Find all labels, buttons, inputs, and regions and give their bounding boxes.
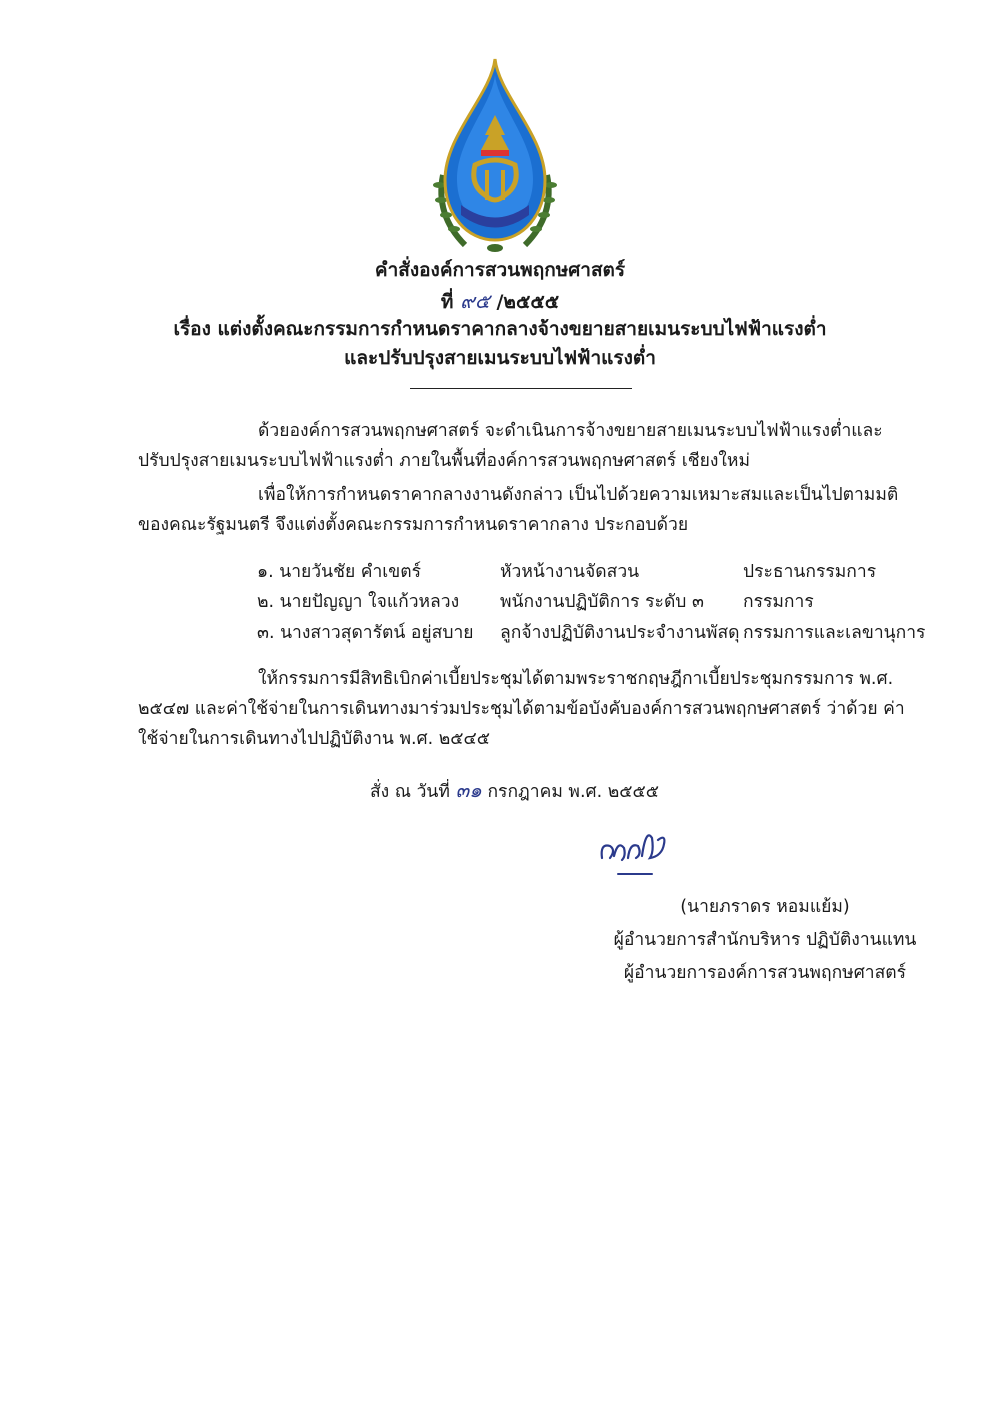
subject-line-1: เรื่อง แต่งตั้งคณะกรรมการกำหนดราคากลางจ้างขยายสายเมนระบบไฟฟ้าแรงต่ำ [173,318,827,340]
order-date [370,774,659,806]
order-number-year: /๒๕๕๕ [496,291,560,313]
paragraph-2-text: เพื่อให้การกำหนดราคากลางงานดังกล่าว เป็นไปด้วยความเหมาะสมและเป็นไปตามมติของคณะรัฐมนตรี จึงแต่งตั้งคณะกรรมการกำหนดราคากลาง ประกอบด้วย [138,485,899,535]
committee-name: ๑. นายวันชัย คำเขตร์ [257,562,422,582]
signatory-title-1: ผู้อำนวยการสำนักบริหาร ปฏิบัติงานแทน [613,930,917,950]
committee-role: ประธานกรรมการ [743,562,877,582]
paragraph-1-text: ด้วยองค์การสวนพฤกษศาสตร์ จะดำเนินการจ้างขยายสายเมนระบบไฟฟ้าแรงต่ำและปรับปรุงสายเมนระบบไฟฟ้าแรงต่ำ ภายในพื้นที่องค์การสวนพฤกษศาสตร์ เชียงใหม่ [138,421,883,471]
committee-row [0,587,1000,615]
order-number [0,285,1000,317]
committee-position: พนักงานปฏิบัติการ ระดับ ๓ [500,592,704,612]
paragraph-1 [138,416,906,476]
committee-name: ๒. นายปัญญา ใจแก้วหลวง [257,592,460,612]
committee-role: กรรมการและเลขานุการ [743,623,926,643]
botanical-garden-emblem-icon [425,55,565,255]
committee-role: กรรมการ [743,592,814,612]
signatory-title-2: ผู้อำนวยการองค์การสวนพฤกษศาสตร์ [623,963,907,983]
subject-line-2: และปรับปรุงสายเมนระบบไฟฟ้าแรงต่ำ [344,347,656,369]
order-title: คำสั่งองค์การสวนพฤกษศาสตร์ [374,259,626,281]
signatory-name: (นายภราดร หอมแย้ม) [680,897,850,917]
date-suffix: กรกฎาคม พ.ศ. ๒๕๕๕ [487,782,660,802]
date-day-handwritten: ๓๑ [455,778,482,802]
order-number-prefix: ที่ [440,291,454,313]
order-number-handwritten: ๙๕ [460,289,490,313]
paragraph-3 [138,664,906,754]
committee-row [0,618,1000,646]
header-divider [410,388,632,389]
committee-row [0,557,1000,585]
committee-name: ๓. นางสาวสุดารัตน์ อยู่สบาย [257,623,474,643]
committee-position: หัวหน้างานจัดสวน [500,562,640,582]
handwritten-signature [592,818,682,880]
date-prefix: สั่ง ณ วันที่ [370,782,450,802]
paragraph-2 [138,480,906,540]
paragraph-3-text: ให้กรรมการมีสิทธิเบิกค่าเบี้ยประชุมได้ตามพระราชกฤษฎีกาเบี้ยประชุมกรรมการ พ.ศ. ๒๕๔๗ และค่าใช้จ่ายในการเดินทางมาร่วมประชุมได้ตามข้อบังคับองค์การสวนพฤกษศาสตร์ ว่าด้วย ค่าใช้จ่ายในการเดินทางไปปฏิบัติงาน พ.ศ. ๒๕๔๕ [138,669,905,749]
committee-position: ลูกจ้างปฏิบัติงานประจำงานพัสดุ [500,623,740,643]
